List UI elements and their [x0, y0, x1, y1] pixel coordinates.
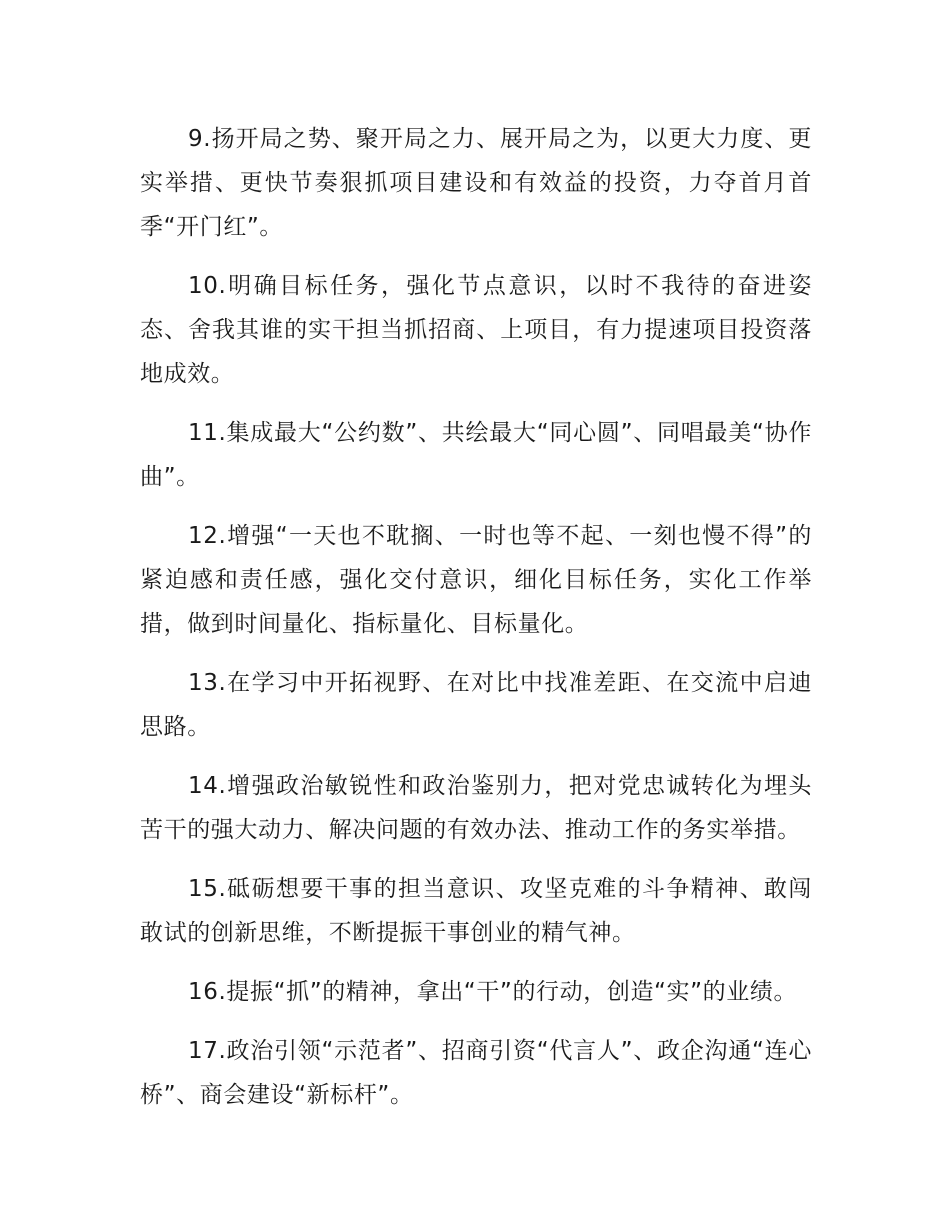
paragraph-15: 15.砥砺想要干事的担当意识、攻坚克难的斗争精神、敢闯敢试的创新思维，不断提振干事创业的精气神。	[140, 876, 812, 946]
paragraph-11: 11.集成最大“公约数”、共绘最大“同心圆”、同唱最美“协作曲”。	[140, 420, 812, 490]
paragraph-16: 16.提振“抓”的精神，拿出“干”的行动，创造“实”的业绩。	[188, 979, 798, 1005]
paragraph-17: 17.政治引领“示范者”、招商引资“代言人”、政企沟通“连心桥”、商会建设“新标杆”。	[140, 1038, 812, 1108]
paragraph-10: 10.明确目标任务，强化节点意识，以时不我待的奋进姿态、舍我其谁的实干担当抓招商、上项目，有力提速项目投资落地成效。	[140, 273, 812, 387]
paragraph-9: 9.扬开局之势、聚开局之力、展开局之为，以更大力度、更实举措、更快节奏狠抓项目建设和有效益的投资，力夺首月首季“开门红”。	[140, 126, 812, 240]
paragraph-12: 12.增强“一天也不耽搁、一时也等不起、一刻也慢不得”的紧迫感和责任感，强化交付意识，细化目标任务，实化工作举措，做到时间量化、指标量化、目标量化。	[140, 523, 812, 637]
document-body	[140, 117, 812, 1132]
paragraph-14: 14.增强政治敏锐性和政治鉴别力，把对党忠诚转化为埋头苦干的强大动力、解决问题的有效办法、推动工作的务实举措。	[140, 773, 812, 843]
paragraph-13: 13.在学习中开拓视野、在对比中找准差距、在交流中启迪思路。	[140, 670, 812, 740]
